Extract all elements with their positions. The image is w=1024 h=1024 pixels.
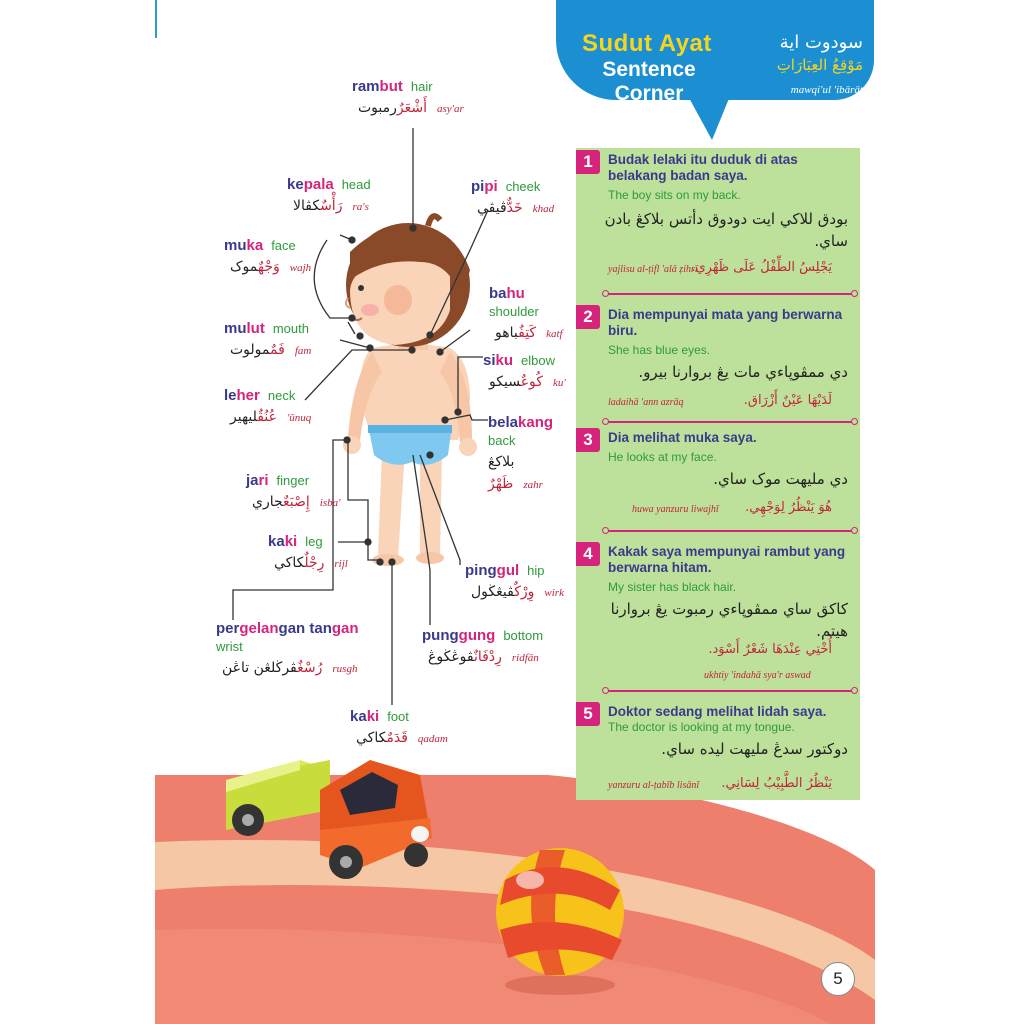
sentence-divider [606, 690, 854, 692]
page-number: 5 [821, 962, 855, 996]
header-title-jawi: سودوت اية [779, 32, 863, 53]
sentence-malay: Dia melihat muka saya. [608, 430, 757, 445]
sentence-english: The doctor is looking at my tongue. [608, 720, 795, 734]
sentence-arabic: يَجْلِسُ الطِّفْلُ عَلَى ظَهْرِي. [691, 260, 832, 275]
label-pergelangan: pergelangan tangan wrist رُسْغٌڤرڬلڠن تاڠن rusgh [216, 620, 359, 676]
label-punggung: punggung bottom رِدْفَانٌڤوڠڬوڠ ridfān [422, 627, 544, 665]
header-title-transliteration: mawqi'ul 'ibārāt [790, 84, 863, 96]
sentence-malay: Kakak saya mempunyai rambut yang berwarna hitam. [608, 544, 846, 575]
label-leher: leher neck عُنُقٌليهير 'ūnuq [224, 387, 312, 425]
sentence-arabic: لَدَيْهَا عَيْنٌ أَزْرَاق. [743, 393, 832, 408]
sentence-arabic: هُوَ يَنْظُرُ لِوَجْهِي. [745, 500, 832, 515]
sentence-5 [576, 702, 860, 800]
sentence-number: 3 [576, 428, 600, 452]
label-belakang: belakang back بلاکڠ ظَهْرٌ zahr [488, 414, 554, 492]
sentence-english: My sister has black hair. [608, 580, 737, 594]
sentence-transliteration: huwa yanzuru liwajhī [632, 504, 719, 515]
sentence-number: 5 [576, 702, 600, 726]
sentence-divider [606, 421, 854, 423]
sentence-arabic: أُخْتِي عِنْدَهَا شَعْرٌ أَسْوَد. [708, 642, 832, 657]
sentence-divider [606, 293, 854, 295]
label-mulut: mulut mouth فَمٌمولوت fam [224, 320, 312, 358]
label-kepala: kepala head رَأْسٌكڤالا ra's [287, 176, 371, 214]
sentence-jawi: دوکتور سدڠ مليهت ليده ساي. [661, 740, 848, 758]
header-title-english: Sentence Corner [602, 58, 696, 105]
sentence-malay: Dia mempunyai mata yang berwarna biru. [608, 307, 843, 338]
label-siku: siku elbow كُوعٌسيكو ku' [483, 352, 566, 390]
header-title-malay: Sudut Ayat [582, 30, 712, 57]
sentence-divider [606, 530, 854, 532]
sentence-jawi: بودق للاکي ايت دودوق دأتس بلاکڠ بادن ساي. [604, 210, 848, 250]
label-kaki-leg: kaki leg رِجْلٌكاكي rijl [268, 533, 348, 571]
sentence-jawi: کاکق ساي ممڤوڽاءي رمبوت يڠ بروارنا هيتم. [610, 600, 848, 640]
sentence-number: 4 [576, 542, 600, 566]
label-jari: jari finger إِصْبَعٌجاري isba' [246, 472, 341, 510]
label-bahu: bahu shoulder كَتِفٌباهو katf [489, 285, 563, 341]
sentence-english: The boy sits on my back. [608, 188, 741, 202]
label-muka: muka face وَجْهٌموک wajh [224, 237, 312, 275]
sentence-english: He looks at my face. [608, 450, 717, 464]
sentence-3 [576, 428, 860, 536]
sentence-transliteration: ladaihā 'ann azrāq [608, 397, 684, 408]
sentence-number: 2 [576, 305, 600, 329]
header-title-arabic: مَوْقِعُ العِبَارَاتِ [776, 56, 863, 74]
sentence-1 [576, 150, 860, 300]
sentence-jawi: دي ممڤوڽاءي مات يڠ بروارنا بيرو. [638, 363, 848, 381]
label-rambut: rambut hair أَشْعَرٌرمبوت asy'ar [352, 78, 464, 116]
sentence-jawi: دي مليهت موک ساي. [713, 470, 848, 488]
sentence-arabic: يَنْظُرُ الطَّبِيْبُ لِسَانِي. [721, 776, 832, 791]
sentence-malay: Doktor sedang melihat lidah saya. [608, 704, 827, 719]
sentence-transliteration: ukhtiy 'indahā sya'r aswad [704, 670, 811, 681]
label-pinggul: pinggul hip وِرْكٌڤيڠڬول wirk [465, 562, 564, 600]
sentence-4 [576, 542, 860, 697]
label-kaki-foot: kaki foot قَدَمٌكاكي qadam [350, 708, 448, 746]
sentence-english: She has blue eyes. [608, 343, 711, 357]
sentence-transliteration: yajlisu al-ṭifl 'alā ẓihrī [608, 264, 698, 275]
sentence-number: 1 [576, 150, 600, 174]
label-pipi: pipi cheek خَدٌّڤيڤي khad [471, 178, 555, 216]
child-figure-icon [343, 216, 477, 566]
sentence-malay: Budak lelaki itu duduk di atas belakang badan saya. [608, 152, 798, 183]
sentence-transliteration: yanzuru al-ṭabīb lisānī [608, 780, 700, 791]
sentence-2 [576, 305, 860, 429]
